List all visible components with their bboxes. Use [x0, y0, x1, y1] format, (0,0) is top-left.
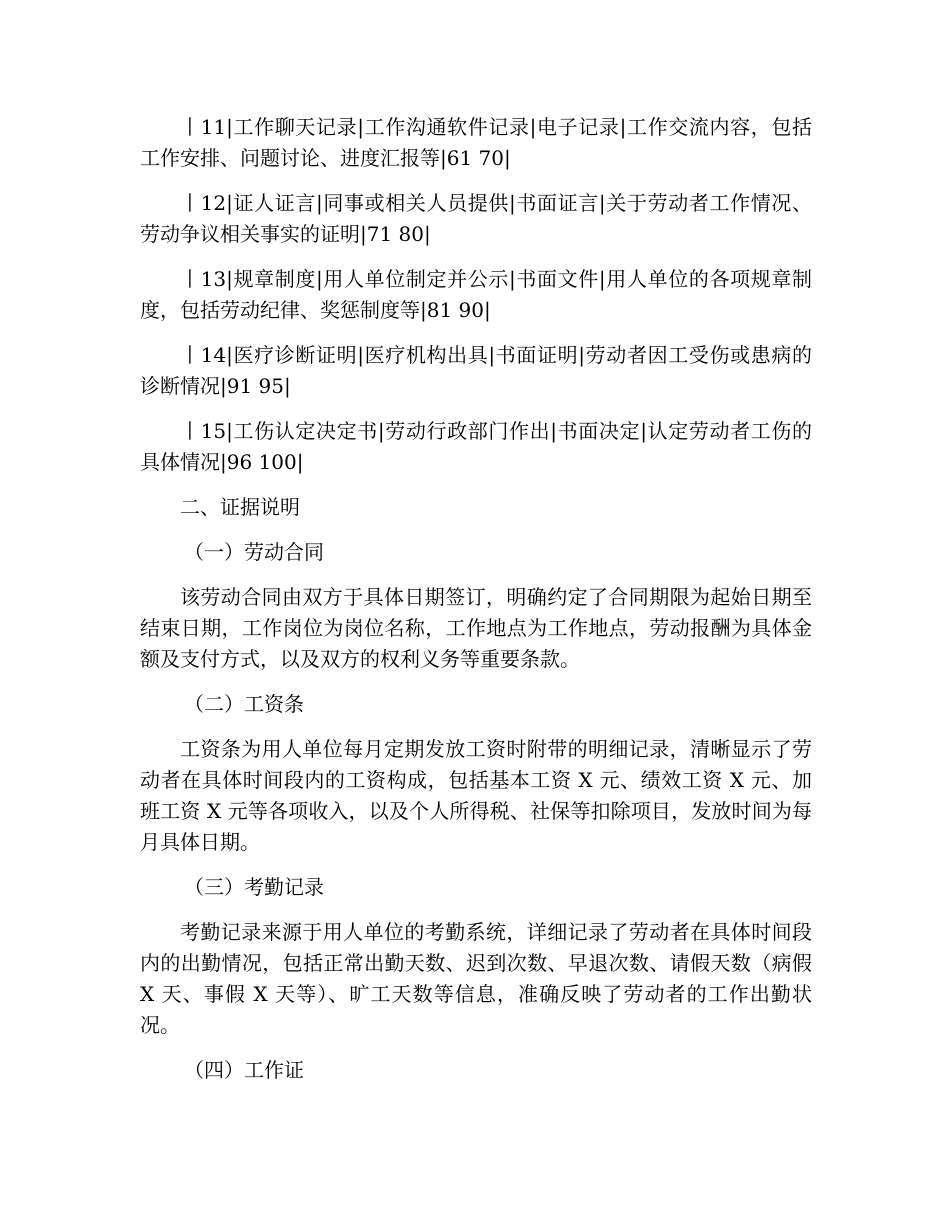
subsection-body-labor-contract: 该劳动合同由双方于具体日期签订，明确约定了合同期限为起始日期至结束日期，工作岗位为岗位名称，工作地点为工作地点，劳动报酬为具体金额及支付方式，以及双方的权利义务等重要条款。	[140, 585, 812, 671]
table-row-13: 丨13|规章制度|用人单位制定并公示|书面文件|用人单位的各项规章制度，包括劳动纪律、奖惩制度等|81 90|	[140, 267, 812, 322]
subsection-title-attendance: （三）考勤记录	[184, 875, 324, 899]
table-row-15: 丨15|工伤认定决定书|劳动行政部门作出|书面决定|认定劳动者工伤的具体情况|96 100|	[140, 419, 812, 474]
subsection-title-pay-slip: （二）工资条	[184, 692, 304, 716]
document-page	[140, 112, 812, 1100]
subsection-title-work-badge: （四）工作证	[184, 1058, 304, 1082]
table-row-12: 丨12|证人证言|同事或相关人员提供|书面证言|关于劳动者工作情况、劳动争议相关事实的证明|71 80|	[140, 191, 812, 246]
subsection-body-attendance: 考勤记录来源于用人单位的考勤系统，详细记录了劳动者在具体时间段内的出勤情况，包括正常出勤天数、迟到次数、早退次数、请假天数（病假 X 天、事假 X 天等）、旷工天数等信息，准确反映了劳动者的工作出勤状况。	[140, 920, 812, 1037]
subsection-title-labor-contract: （一）劳动合同	[184, 540, 324, 564]
table-row-11: 丨11|工作聊天记录|工作沟通软件记录|电子记录|工作交流内容，包括工作安排、问题讨论、进度汇报等|61 70|	[140, 115, 812, 170]
table-row-14: 丨14|医疗诊断证明|医疗机构出具|书面证明|劳动者因工受伤或患病的诊断情况|91 95|	[140, 343, 812, 398]
subsection-body-pay-slip: 工资条为用人单位每月定期发放工资时附带的明细记录，清晰显示了劳动者在具体时间段内的工资构成，包括基本工资 X 元、绩效工资 X 元、加班工资 X 元等各项收入，以及个人所得税、社保等扣除项目，发放时间为每月具体日期。	[140, 737, 812, 854]
section-title: 二、证据说明	[180, 495, 300, 519]
